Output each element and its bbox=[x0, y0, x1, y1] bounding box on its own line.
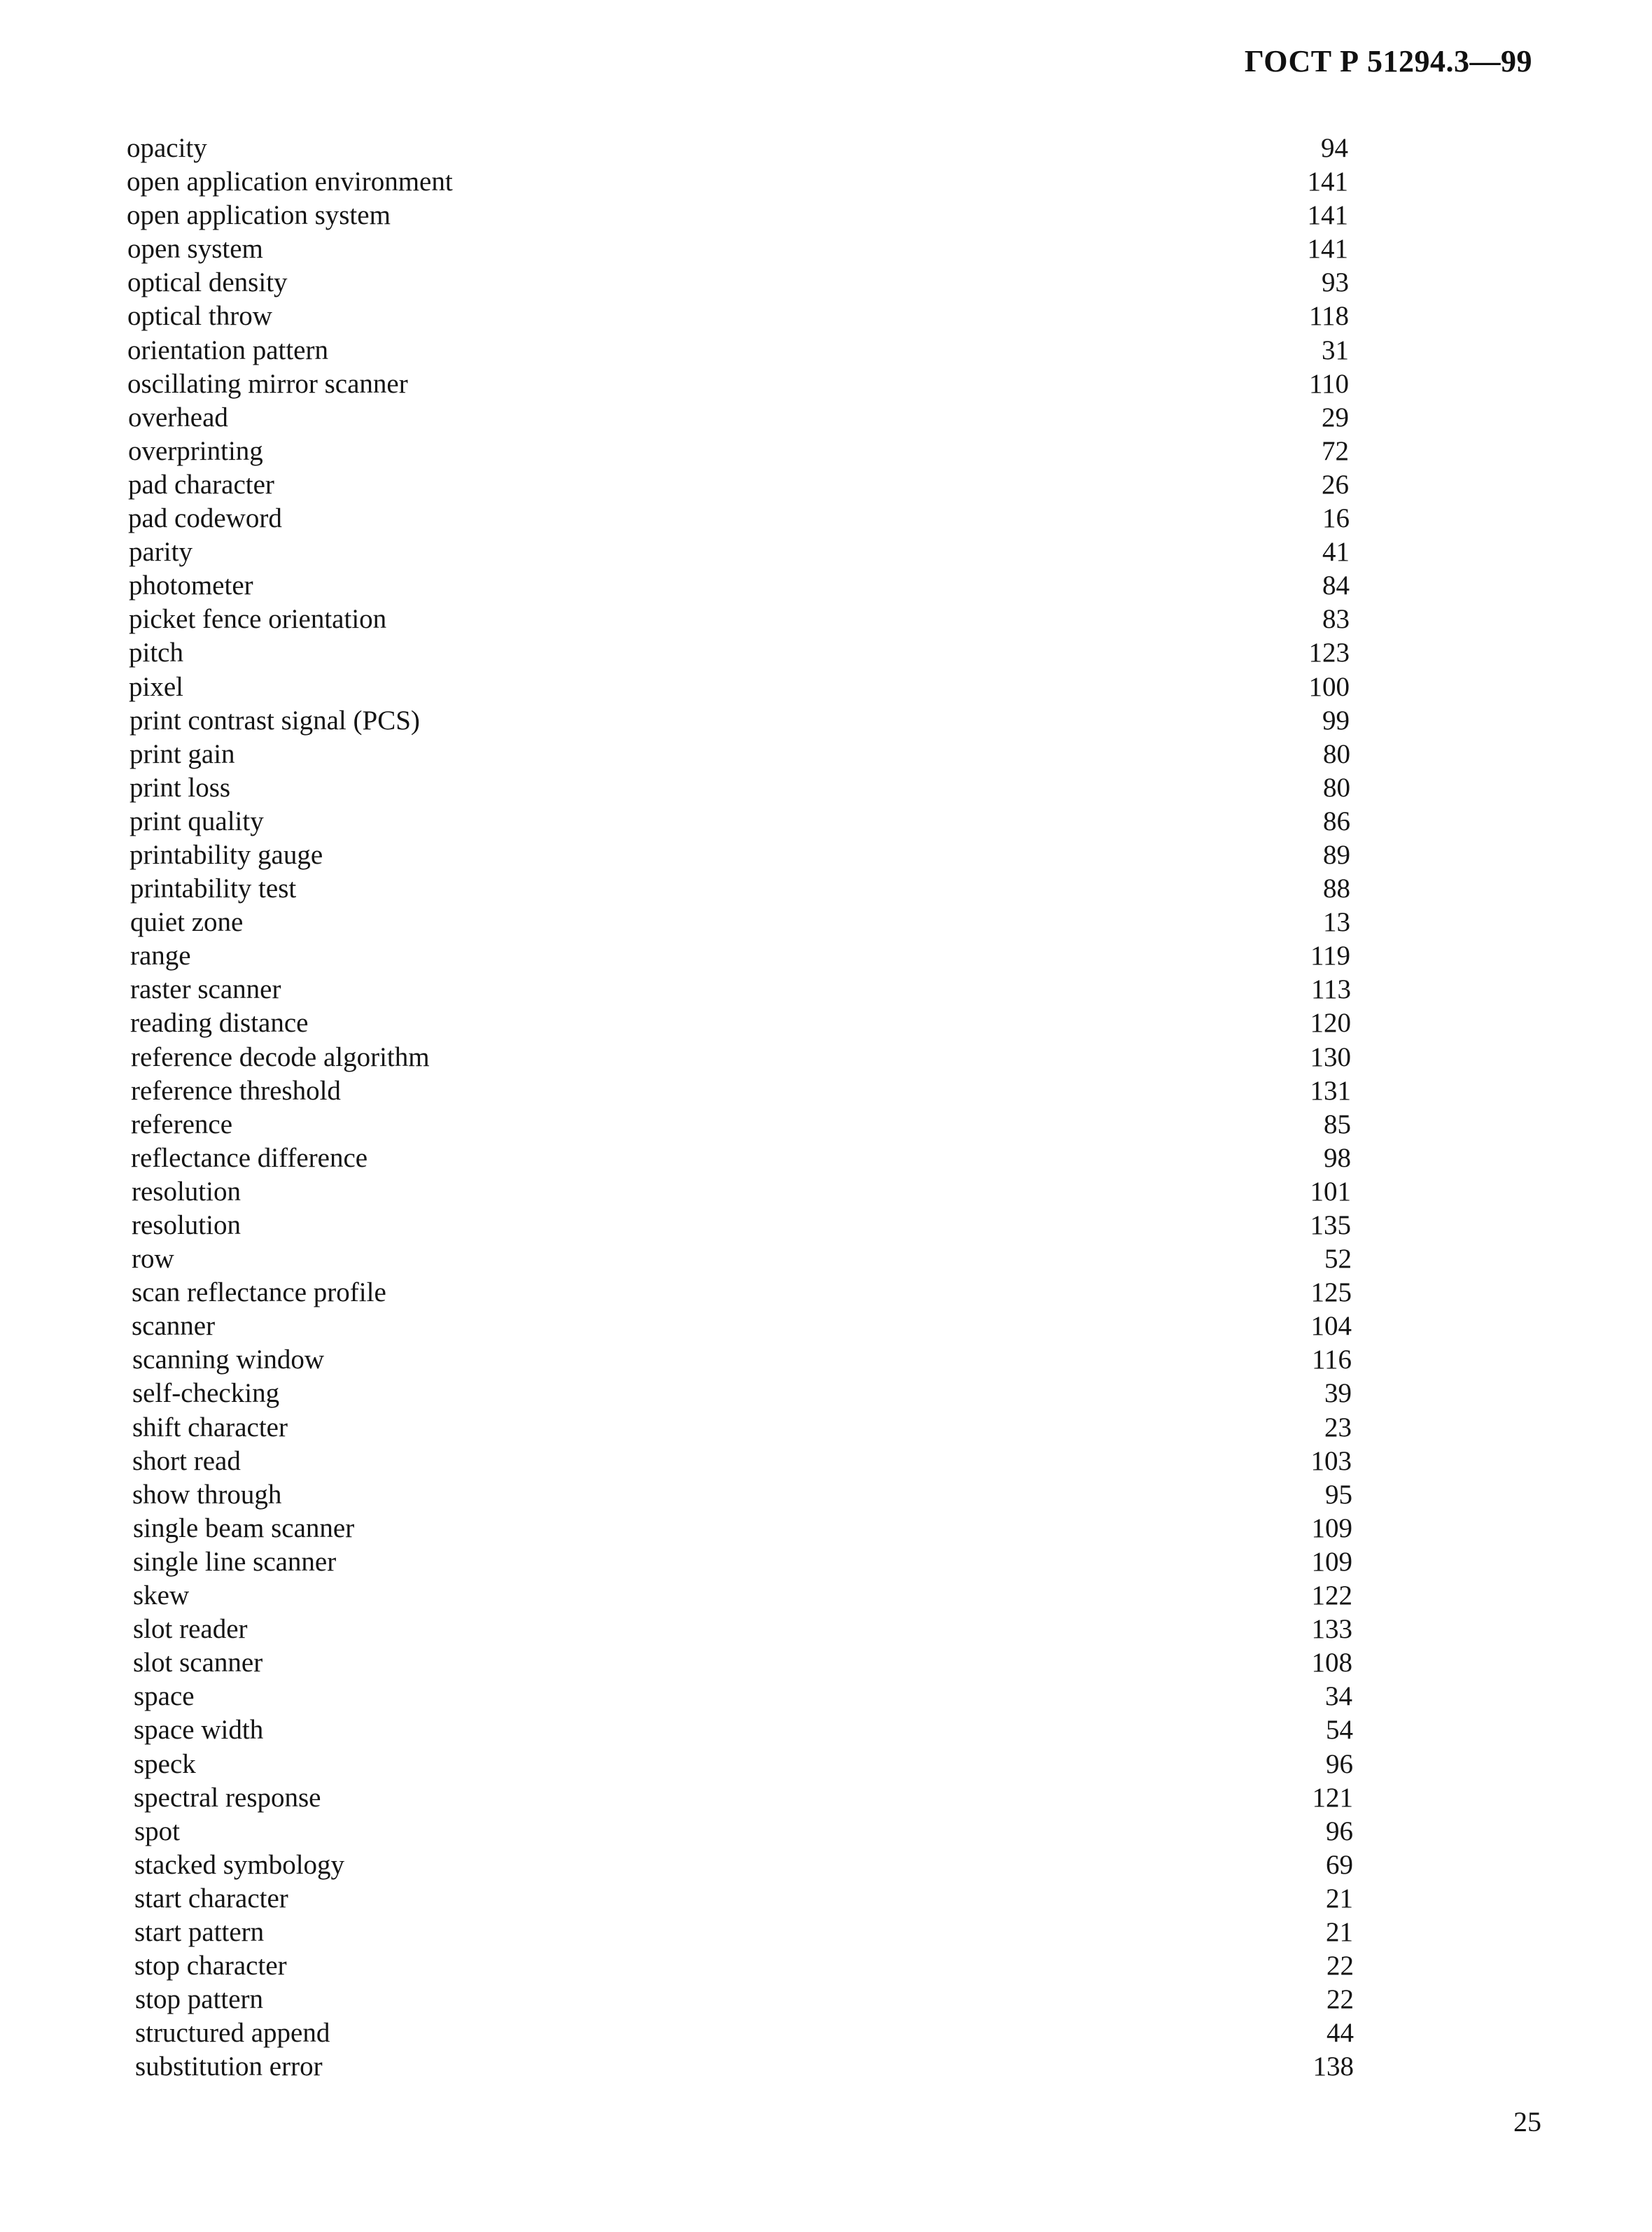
index-entry bbox=[0, 2050, 1652, 2084]
index-term: photometer bbox=[129, 570, 253, 601]
index-term: orientation pattern bbox=[127, 335, 328, 365]
index-term: substitution error bbox=[135, 2051, 323, 2082]
index-page-ref: 85 bbox=[1324, 1109, 1351, 1139]
index-page-ref: 34 bbox=[1325, 1681, 1352, 1712]
index-page-ref: 54 bbox=[1326, 1715, 1353, 1746]
index-entry bbox=[0, 1209, 1652, 1242]
index-term: parity bbox=[129, 537, 192, 568]
index-page-ref: 93 bbox=[1322, 267, 1349, 298]
index-page-ref: 121 bbox=[1312, 1782, 1353, 1813]
index-page-ref: 99 bbox=[1322, 705, 1350, 736]
index-page-ref: 118 bbox=[1308, 301, 1349, 332]
index-page-ref: 84 bbox=[1322, 570, 1350, 601]
index-page-ref: 22 bbox=[1326, 1984, 1354, 2015]
index-page-ref: 72 bbox=[1322, 435, 1349, 466]
index-term: print quality bbox=[130, 806, 264, 836]
index-entry bbox=[0, 199, 1652, 232]
index-term: spot bbox=[134, 1816, 181, 1846]
index-entry bbox=[0, 671, 1652, 704]
index-term: quiet zone bbox=[130, 907, 244, 938]
index-page-ref: 108 bbox=[1311, 1648, 1352, 1678]
index-entry bbox=[0, 435, 1652, 468]
index-term: resolution bbox=[132, 1176, 241, 1207]
index-entry bbox=[0, 738, 1652, 771]
index-entry bbox=[0, 1545, 1652, 1579]
index-entry bbox=[0, 535, 1652, 569]
index-page-ref: 22 bbox=[1326, 1951, 1354, 1981]
index-term: open application environment bbox=[127, 167, 453, 197]
index-entry bbox=[0, 1142, 1652, 1175]
index-entry bbox=[0, 300, 1652, 333]
index-term: shift character bbox=[132, 1412, 288, 1443]
index-entry bbox=[0, 1411, 1652, 1445]
index-entry bbox=[0, 1613, 1652, 1646]
index-term: printability gauge bbox=[130, 839, 323, 870]
index-entry bbox=[0, 1713, 1652, 1747]
index-page-ref: 26 bbox=[1322, 469, 1349, 500]
index-entry bbox=[0, 636, 1652, 670]
index-page-ref: 39 bbox=[1324, 1378, 1352, 1409]
index-term: print gain bbox=[130, 738, 235, 769]
index-page-ref: 86 bbox=[1323, 806, 1350, 836]
index-entry bbox=[0, 1478, 1652, 1512]
index-term: start pattern bbox=[134, 1916, 265, 1947]
index-term: space width bbox=[134, 1715, 264, 1746]
index-entry bbox=[0, 266, 1652, 300]
index-page-ref: 29 bbox=[1322, 402, 1349, 433]
index-term: self-checking bbox=[132, 1378, 280, 1409]
index-term: optical density bbox=[127, 267, 288, 298]
index-entry bbox=[0, 1815, 1652, 1848]
index-term: scanner bbox=[132, 1311, 216, 1342]
index-page-ref: 109 bbox=[1311, 1512, 1352, 1543]
page-number: 25 bbox=[1513, 2106, 1541, 2138]
index-entry bbox=[0, 872, 1652, 906]
index-term: open system bbox=[127, 234, 263, 265]
index-entry bbox=[0, 1748, 1652, 1781]
index-page-ref: 104 bbox=[1310, 1311, 1352, 1342]
index-term: pixel bbox=[129, 671, 183, 702]
index-term: pad character bbox=[128, 469, 274, 500]
index-entry bbox=[0, 1949, 1652, 1983]
index-page-ref: 141 bbox=[1307, 167, 1348, 197]
index-entry bbox=[0, 771, 1652, 805]
index-term: raster scanner bbox=[130, 974, 281, 1005]
index-page-ref: 133 bbox=[1311, 1614, 1352, 1645]
index-page-ref: 113 bbox=[1310, 974, 1351, 1005]
index-page-ref: 100 bbox=[1308, 671, 1350, 702]
index-page-ref: 101 bbox=[1310, 1176, 1351, 1207]
index-page-ref: 80 bbox=[1323, 772, 1350, 803]
index-entry bbox=[0, 973, 1652, 1006]
index-page-ref: 13 bbox=[1323, 907, 1350, 938]
index-term: reflectance difference bbox=[131, 1142, 368, 1173]
index-term: reference threshold bbox=[131, 1075, 341, 1106]
index-term: slot reader bbox=[133, 1614, 248, 1645]
index-entry bbox=[0, 2016, 1652, 2050]
document-code-header: ГОСТ Р 51294.3—99 bbox=[1244, 44, 1532, 78]
index-entry bbox=[0, 1041, 1652, 1074]
index-page-ref: 141 bbox=[1307, 200, 1348, 231]
index-term: reference bbox=[131, 1109, 233, 1139]
index-term: range bbox=[130, 941, 191, 971]
index-page-ref: 41 bbox=[1322, 537, 1350, 568]
index-entry bbox=[0, 838, 1652, 872]
index-entry bbox=[0, 805, 1652, 838]
index-entry bbox=[0, 1882, 1652, 1916]
index-entry bbox=[0, 1579, 1652, 1613]
index-term: optical throw bbox=[127, 301, 272, 332]
index-page-ref: 69 bbox=[1326, 1849, 1353, 1880]
index-term: single beam scanner bbox=[133, 1512, 355, 1543]
index-page-ref: 31 bbox=[1322, 335, 1349, 365]
index-entry bbox=[0, 1343, 1652, 1377]
index-page-ref: 103 bbox=[1310, 1445, 1352, 1476]
index-page-ref: 96 bbox=[1326, 1748, 1353, 1779]
index-entry bbox=[0, 1646, 1652, 1680]
index-page-ref: 96 bbox=[1326, 1816, 1353, 1846]
index-entry bbox=[0, 1916, 1652, 1949]
index-term: printability test bbox=[130, 873, 297, 904]
index-term: picket fence orientation bbox=[129, 604, 387, 635]
index-entry bbox=[0, 704, 1652, 738]
index-term: opacity bbox=[127, 133, 207, 163]
index-page-ref: 94 bbox=[1321, 133, 1348, 163]
index-term: oscillating mirror scanner bbox=[127, 368, 408, 399]
index-page-ref: 141 bbox=[1307, 234, 1348, 265]
index-term: structured append bbox=[135, 2018, 330, 2049]
index-term: stacked symbology bbox=[134, 1849, 345, 1880]
index-page-ref: 130 bbox=[1310, 1041, 1351, 1072]
index-term: overprinting bbox=[128, 435, 263, 466]
index-term: reference decode algorithm bbox=[131, 1041, 430, 1072]
index-page-ref: 80 bbox=[1323, 738, 1350, 769]
index-term: pitch bbox=[129, 638, 183, 668]
index-term: slot scanner bbox=[133, 1648, 263, 1678]
index-page-ref: 135 bbox=[1310, 1210, 1351, 1240]
index-page-ref: 89 bbox=[1323, 839, 1350, 870]
index-entry bbox=[0, 1108, 1652, 1142]
index-entry bbox=[0, 165, 1652, 199]
index-entry bbox=[0, 906, 1652, 939]
index-entry bbox=[0, 232, 1652, 266]
index-entry bbox=[0, 569, 1652, 603]
index-page-ref: 122 bbox=[1311, 1580, 1352, 1611]
index-term: scan reflectance profile bbox=[132, 1277, 386, 1308]
index-list bbox=[0, 132, 1652, 2084]
index-term: stop character bbox=[134, 1951, 287, 1981]
index-page-ref: 116 bbox=[1311, 1345, 1352, 1375]
index-entry bbox=[0, 1310, 1652, 1343]
index-page-ref: 95 bbox=[1325, 1479, 1352, 1510]
index-entry bbox=[0, 1006, 1652, 1040]
index-term: overhead bbox=[128, 402, 228, 433]
index-page-ref: 21 bbox=[1326, 1883, 1353, 1914]
index-page-ref: 110 bbox=[1308, 368, 1349, 399]
index-entry bbox=[0, 468, 1652, 502]
index-term: stop pattern bbox=[135, 1984, 264, 2015]
index-term: space bbox=[134, 1681, 195, 1712]
index-term: start character bbox=[134, 1883, 288, 1914]
index-entry bbox=[0, 334, 1652, 367]
index-page-ref: 123 bbox=[1308, 638, 1350, 668]
index-entry bbox=[0, 1074, 1652, 1108]
index-entry bbox=[0, 603, 1652, 636]
index-entry bbox=[0, 1680, 1652, 1713]
index-term: scanning window bbox=[132, 1345, 325, 1375]
index-page-ref: 16 bbox=[1322, 503, 1350, 534]
index-entry bbox=[0, 132, 1652, 165]
index-term: print loss bbox=[130, 772, 231, 803]
index-entry bbox=[0, 1781, 1652, 1815]
index-term: open application system bbox=[127, 200, 391, 231]
index-page-ref: 21 bbox=[1326, 1916, 1353, 1947]
index-entry bbox=[0, 1276, 1652, 1310]
index-entry bbox=[0, 1175, 1652, 1209]
index-term: short read bbox=[132, 1445, 241, 1476]
index-term: speck bbox=[134, 1748, 196, 1779]
index-page-ref: 52 bbox=[1324, 1244, 1352, 1275]
index-page-ref: 88 bbox=[1323, 873, 1350, 904]
index-entry bbox=[0, 1512, 1652, 1545]
index-page-ref: 44 bbox=[1326, 2018, 1354, 2049]
index-term: print contrast signal (PCS) bbox=[130, 705, 420, 736]
index-page-ref: 109 bbox=[1311, 1546, 1352, 1577]
index-entry bbox=[0, 502, 1652, 535]
index-page-ref: 131 bbox=[1310, 1075, 1351, 1106]
index-term: reading distance bbox=[130, 1008, 309, 1039]
index-term: spectral response bbox=[134, 1782, 321, 1813]
index-entry bbox=[0, 1848, 1652, 1882]
index-page-ref: 83 bbox=[1322, 604, 1350, 635]
index-entry bbox=[0, 1377, 1652, 1410]
index-entry bbox=[0, 401, 1652, 435]
index-term: show through bbox=[132, 1479, 282, 1510]
index-page-ref: 138 bbox=[1312, 2051, 1354, 2082]
index-page-ref: 23 bbox=[1324, 1412, 1352, 1443]
index-page-ref: 98 bbox=[1324, 1142, 1351, 1173]
index-term: skew bbox=[133, 1580, 190, 1611]
index-entry bbox=[0, 1242, 1652, 1276]
index-entry bbox=[0, 1983, 1652, 2016]
index-entry bbox=[0, 939, 1652, 973]
index-term: single line scanner bbox=[133, 1546, 337, 1577]
index-term: pad codeword bbox=[128, 503, 282, 534]
index-term: resolution bbox=[132, 1210, 241, 1240]
index-entry bbox=[0, 1445, 1652, 1478]
index-page-ref: 119 bbox=[1310, 941, 1350, 971]
index-term: row bbox=[132, 1244, 174, 1275]
index-entry bbox=[0, 367, 1652, 401]
index-page-ref: 120 bbox=[1310, 1008, 1351, 1039]
index-page-ref: 125 bbox=[1310, 1277, 1352, 1308]
